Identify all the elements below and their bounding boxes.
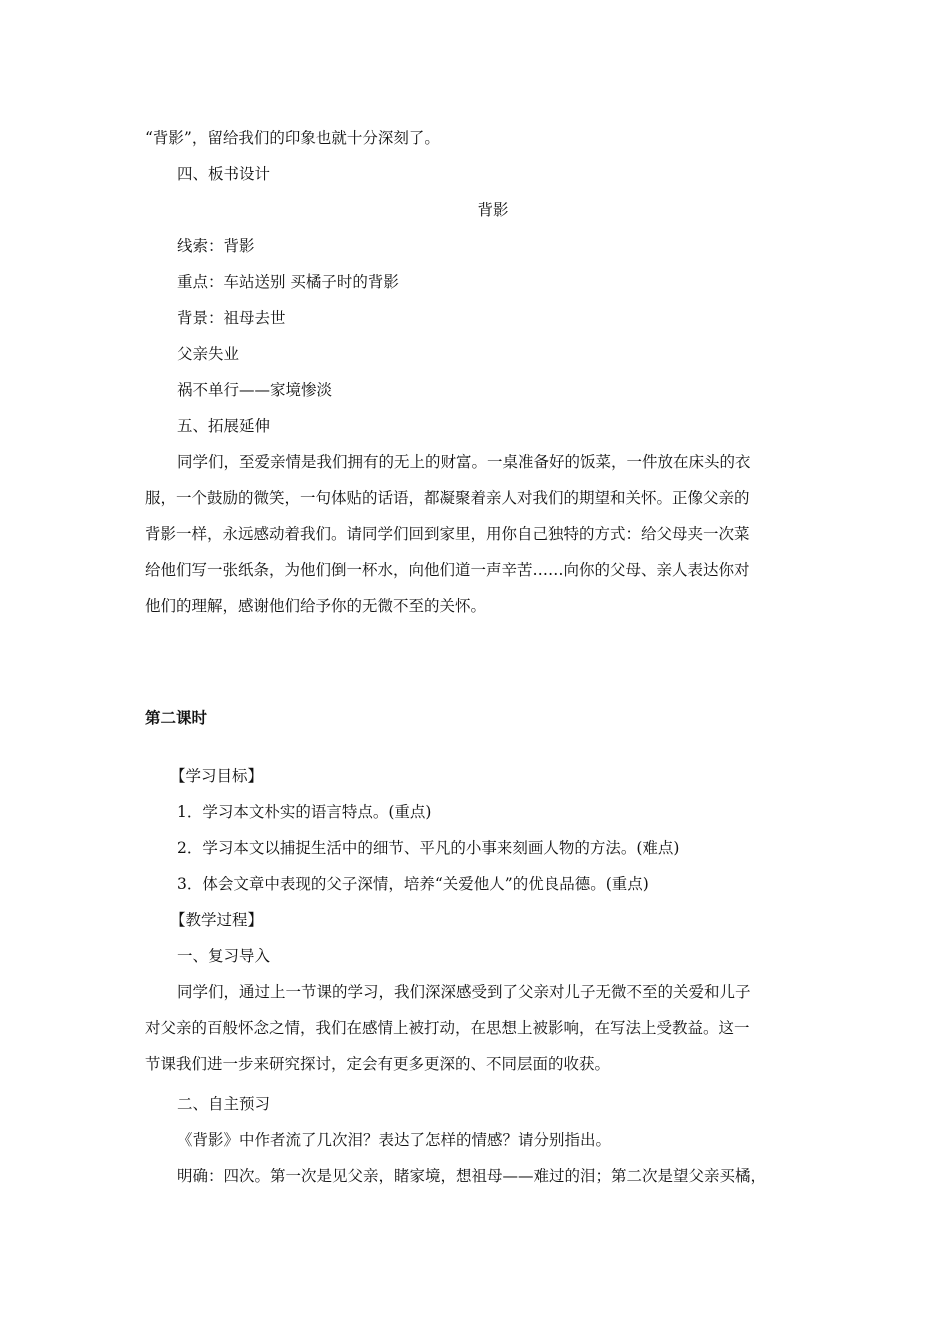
objective-item: 1．学习本文朴实的语言特点。(重点) — [177, 803, 432, 821]
board-clue: 线索：背影 — [177, 237, 255, 255]
board-background: 背景：祖母去世 — [177, 309, 286, 327]
answer-line: 明确：四次。第一次是见父亲，睹家境，想祖母——难过的泪；第二次是望父亲买橘， — [177, 1167, 767, 1185]
board-title: 背影 — [477, 201, 509, 219]
paragraph-line: 节课我们进一步来研究探讨，定会有更多更深的、不同层面的收获。 — [145, 1055, 611, 1073]
extension-paragraph — [145, 452, 813, 632]
paragraph-line: 对父亲的百般怀念之情，我们在感情上被打动，在思想上被影响，在写法上受教益。这一 — [145, 1019, 750, 1037]
objective-item: 3．体会文章中表现的父子深情，培养“关爱他人”的优良品德。(重点) — [177, 875, 649, 893]
section-heading: 【教学过程】 — [170, 911, 264, 929]
lesson-title: 第二课时 — [145, 709, 208, 727]
paragraph-line: 给他们写一张纸条，为他们倒一杯水，向他们道一声辛苦……向你的父母、亲人表达你对 — [145, 561, 750, 579]
board-line: 祸不单行——家境惨淡 — [177, 381, 333, 399]
paragraph-line: 同学们，至爱亲情是我们拥有的无上的财富。一桌准备好的饭菜，一件放在床头的衣 — [177, 453, 751, 471]
section-heading: 二、自主预习 — [177, 1095, 271, 1113]
board-key-point: 重点：车站送别 买橘子时的背影 — [177, 273, 399, 291]
paragraph-line: 服，一个鼓励的微笑，一句体贴的话语，都凝聚着亲人对我们的期望和关怀。正像父亲的 — [145, 489, 750, 507]
question-line: 《背影》中作者流了几次泪？表达了怎样的情感？请分别指出。 — [177, 1131, 612, 1149]
section-heading: 一、复习导入 — [177, 947, 271, 965]
review-paragraph — [145, 982, 813, 1090]
text-line: “背影”，留给我们的印象也就十分深刻了。 — [145, 129, 440, 147]
board-line: 父亲失业 — [177, 345, 240, 363]
paragraph-line: 他们的理解，感谢他们给予你的无微不至的关怀。 — [145, 597, 487, 615]
section-heading: 四、板书设计 — [177, 165, 271, 183]
section-heading: 【学习目标】 — [170, 767, 264, 785]
objective-item: 2．学习本文以捕捉生活中的细节、平凡的小事来刻画人物的方法。(难点) — [177, 839, 680, 857]
paragraph-line: 同学们，通过上一节课的学习，我们深深感受到了父亲对儿子无微不至的关爱和儿子 — [177, 983, 751, 1001]
section-heading: 五、拓展延伸 — [177, 417, 271, 435]
paragraph-line: 背影一样，永远感动着我们。请同学们回到家里，用你自己独特的方式：给父母夹一次菜 — [145, 525, 750, 543]
